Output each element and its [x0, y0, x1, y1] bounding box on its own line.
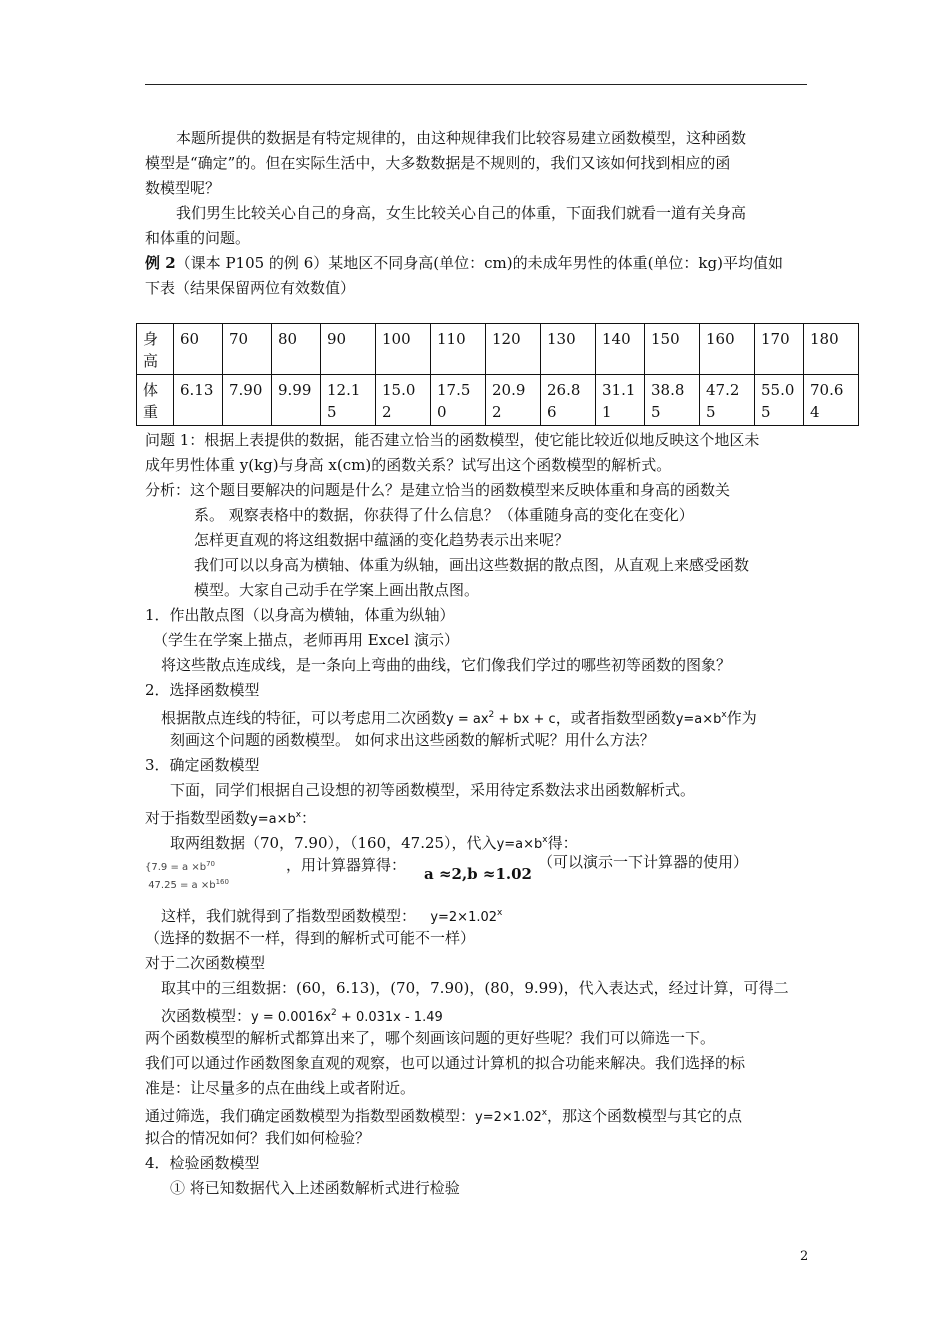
step4-item1: ① 将已知数据代入上述函数解析式进行检验 — [170, 1179, 460, 1197]
compare-text: 两个函数模型的解析式都算出来了，哪个刻画该问题的更好些呢？我们可以筛选一下。 — [145, 1029, 716, 1047]
step3-title: 3．确定函数模型 — [145, 756, 260, 774]
height-cell: 70 — [223, 324, 272, 375]
select-line1: 通过筛选，我们确定函数模型为指数型函数模型：$y=2\times 1.02^x$，那这个函数模型与其它的点 — [145, 1107, 743, 1125]
height-cell: 180 — [804, 324, 859, 375]
quadratic-expression: $y = ax^2$ + bx + c — [446, 710, 556, 727]
weight-cell: 47.25 — [700, 375, 755, 426]
example-line1 — [145, 253, 783, 273]
analysis-line4: 我们可以以身高为横轴、体重为纵轴，画出这些数据的散点图，从直观上来感受函数 — [194, 556, 750, 574]
exponential-model: $y=2\times 1.02^x$ — [475, 1108, 548, 1125]
quad-line1: 取其中的三组数据：(60，6.13)，(70，7.90)，(80，9.99)，代入表达式，经过计算，可得二 — [161, 979, 789, 997]
step1-note: （学生在学案上描点，老师再用 Excel 演示） — [153, 631, 460, 649]
para1-line2: 模型是“确定”的。但在实际生活中，大多数数据是不规则的，我们又该如何找到相应的函 — [145, 154, 731, 172]
step3-intro: 下面，同学们根据自己设想的初等函数模型，采用待定系数法求出函数解析式。 — [170, 781, 696, 799]
weight-cell: 6.13 — [174, 375, 223, 426]
step2-text-c: 作为 — [726, 709, 757, 727]
height-cell: 140 — [596, 324, 645, 375]
header-rule — [145, 84, 807, 85]
analysis-line1: 分析：这个题目要解决的问题是什么？是建立恰当的函数模型来反映体重和身高的函数关 — [145, 481, 731, 499]
step4-title: 4．检验函数模型 — [145, 1154, 260, 1172]
question1-line1: 问题 1：根据上表提供的数据，能否建立恰当的函数模型，使它能比较近似地反映这个地区未 — [145, 431, 760, 449]
weight-cell: 31.11 — [596, 375, 645, 426]
calc-text: ，用计算器算得： — [286, 856, 407, 874]
weight-cell: 70.64 — [804, 375, 859, 426]
weight-header: 体重 — [137, 375, 174, 426]
para2-line1: 我们男生比较关心自己的身高，女生比较关心自己的体重，下面我们就看一道有关身高 — [176, 204, 747, 222]
weight-cell: 12.15 — [321, 375, 376, 426]
criteria-line2: 准是：让尽量多的点在曲线上或者附近。 — [145, 1079, 416, 1097]
step2-line1 — [161, 705, 757, 730]
step1-text: 将这些散点连成线，是一条向上弯曲的曲线，它们像我们学过的哪些初等函数的图象？ — [161, 656, 732, 674]
quad-line2: 次函数模型：$y = 0.0016x^2 + 0.031x - 1.49$ — [161, 1007, 443, 1025]
para2-line2: 和体重的问题。 — [145, 229, 251, 247]
quadratic-model: $y = 0.0016x^2 + 0.031x - 1.49$ — [251, 1008, 443, 1025]
equation-2: $47.25 = a \times b^{160}$ — [148, 878, 229, 891]
height-cell: 170 — [755, 324, 804, 375]
exponential-expression: $y=a\times b^x$ — [675, 710, 727, 727]
height-cell: 80 — [272, 324, 321, 375]
height-cell: 60 — [174, 324, 223, 375]
example-text: （课本 P105 的例 6）某地区不同身高(单位：cm)的未成年男性的体重(单位：kg)平均值如 — [175, 254, 783, 272]
page-number: 2 — [800, 1249, 809, 1264]
step3-pick: 取两组数据（70，7.90），（160，47.25），代入$y=a\times b^x$得： — [170, 834, 578, 852]
equation-1: {$7.9 = a \times b^{70}$ — [145, 860, 215, 873]
height-weight-table — [136, 323, 859, 426]
height-cell: 90 — [321, 324, 376, 375]
quad-head: 对于二次函数模型 — [145, 954, 266, 972]
height-header: 身高 — [137, 324, 174, 375]
height-cell: 110 — [431, 324, 486, 375]
criteria-line1: 我们可以通过作函数图象直观的观察，也可以通过计算机的拟合功能来解决。我们选择的标 — [145, 1054, 746, 1072]
para1-line1: 本题所提供的数据是有特定规律的，由这种规律我们比较容易建立函数模型，这种函数 — [176, 129, 747, 147]
question1-line2: 成年男性体重 y(kg)与身高 x(cm)的函数关系？试写出这个函数模型的解析式。 — [145, 456, 672, 474]
analysis-line2: 系。 观察表格中的数据，你获得了什么信息？（体重随身高的变化在变化） — [194, 506, 694, 524]
height-cell: 150 — [645, 324, 700, 375]
example-label: 例 2 — [145, 254, 176, 272]
height-cell: 160 — [700, 324, 755, 375]
calc-result: a ≈2,b ≈1.02 — [424, 865, 532, 883]
select-line2: 拟合的情况如何？我们如何检验？ — [145, 1129, 371, 1147]
height-cell: 130 — [541, 324, 596, 375]
exponential-expression: $y=a\times b^x$ — [496, 835, 548, 852]
para1-line3: 数模型呢？ — [145, 179, 221, 197]
calc-note: （可以演示一下计算器的使用） — [538, 853, 749, 871]
diff-note: （选择的数据不一样，得到的解析式可能不一样） — [145, 929, 476, 947]
equation-system — [145, 857, 285, 891]
step2-text-b: ，或者指数型函数 — [555, 709, 676, 727]
exponential-expression: $y=a\times b^x$ — [250, 810, 302, 827]
example-line2: 下表（结果保留两位有效数值） — [145, 279, 356, 297]
step2-title: 2．选择函数模型 — [145, 681, 260, 699]
weight-cell: 15.02 — [376, 375, 431, 426]
exp-model-line: 这样，我们就得到了指数型函数模型： $y=2\times 1.02^x$ — [161, 907, 503, 925]
weight-cell: 17.50 — [431, 375, 486, 426]
weight-cell: 26.86 — [541, 375, 596, 426]
weight-cell: 55.05 — [755, 375, 804, 426]
weight-row — [137, 375, 859, 426]
exponential-model: $y=2\times 1.02^x$ — [430, 908, 503, 925]
height-cell: 100 — [376, 324, 431, 375]
step2-text-a: 根据散点连线的特征，可以考虑用二次函数 — [161, 709, 447, 727]
analysis-line5: 模型。大家自己动手在学案上画出散点图。 — [194, 581, 480, 599]
step1-title: 1．作出散点图（以身高为横轴，体重为纵轴） — [145, 606, 455, 624]
weight-cell: 20.92 — [486, 375, 541, 426]
step2-line2: 刻画这个问题的函数模型。 如何求出这些函数的解析式呢？用什么方法？ — [170, 731, 655, 749]
height-cell: 120 — [486, 324, 541, 375]
height-row — [137, 324, 859, 375]
weight-cell: 38.85 — [645, 375, 700, 426]
weight-cell: 9.99 — [272, 375, 321, 426]
step3-exp-head: 对于指数型函数$y=a\times b^x$： — [145, 809, 317, 827]
weight-cell: 7.90 — [223, 375, 272, 426]
analysis-line3: 怎样更直观的将这组数据中蕴涵的变化趋势表示出来呢？ — [194, 531, 570, 549]
